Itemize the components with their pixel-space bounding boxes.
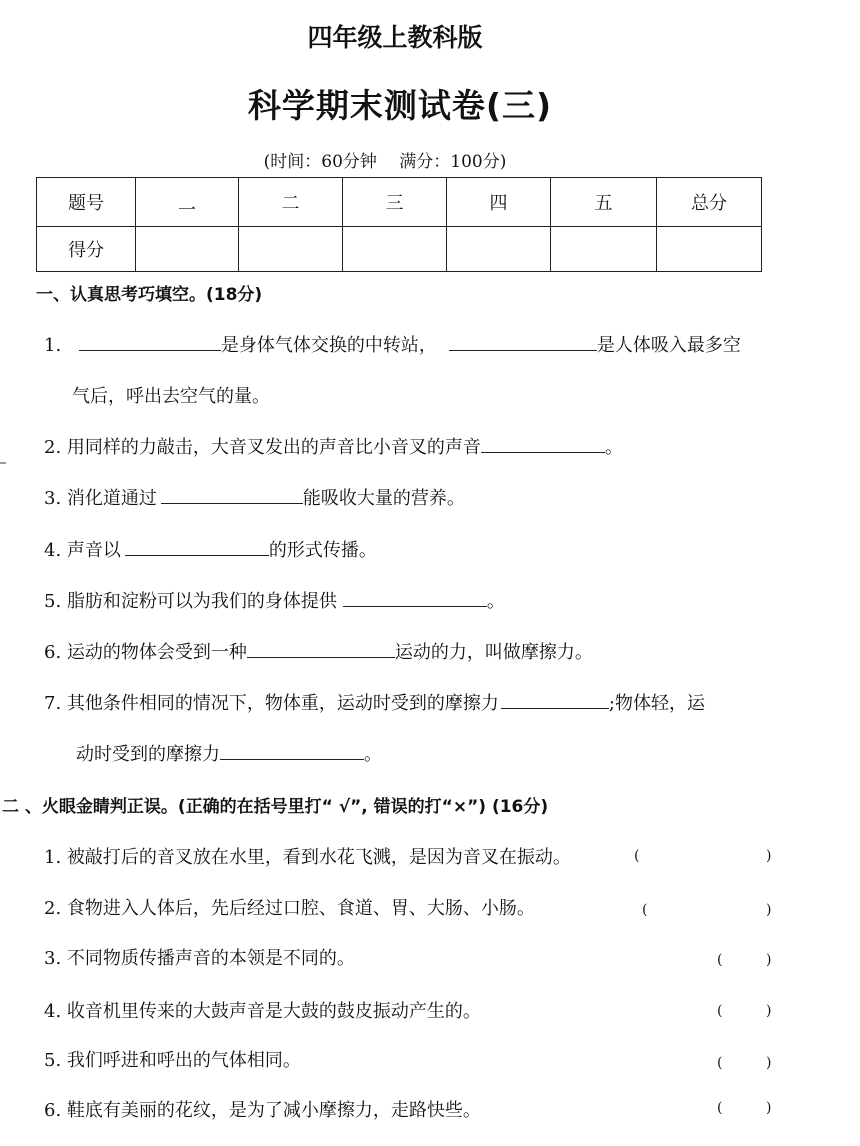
item-number: 1. [44,847,62,868]
item-text: 我们呼进和呼出的气体相同。 [66,1050,301,1071]
item-text: 。 [364,744,382,765]
answer-blank[interactable] [79,332,221,351]
item-text: 消化道通过 [66,488,157,509]
score-entry-cell[interactable] [551,227,657,272]
answer-paren-open[interactable]: ( [634,848,640,864]
answer-paren-close[interactable]: ) [766,902,772,918]
answer-paren-open[interactable]: ( [717,952,723,968]
item-text: 脂肪和淀粉可以为我们的身体提供 [66,591,337,612]
answer-paren-close[interactable]: ) [766,1003,772,1019]
item-number: 1. [44,335,62,356]
item-text: 不同物质传播声音的本领是不同的。 [66,948,355,969]
judge-item-3 [44,944,355,970]
judge-item-5 [44,1046,301,1072]
score-table-cell: 五 [551,178,657,227]
judge-item-4 [44,997,481,1023]
item-text: 运动的物体会受到一种 [66,642,247,663]
item-text: 收音机里传来的大鼓声音是大鼓的鼓皮振动产生的。 [66,1001,481,1022]
item-text: 鞋底有美丽的花纹，是为了减小摩擦力，走路快些。 [66,1100,481,1121]
item-number: 3. [44,948,62,969]
judge-item-1 [44,843,571,869]
answer-blank[interactable] [220,741,364,760]
score-table-header-row [37,178,762,227]
answer-paren-open[interactable]: ( [642,902,648,918]
item-number: 6. [44,642,62,663]
edition-label: 四年级上教科版 [307,23,483,52]
judge-item-2 [44,894,535,920]
item-number: 2. [44,898,62,919]
answer-blank[interactable] [247,639,395,658]
item-text: 是身体气体交换的中转站， [220,335,437,356]
item-text: 是人体吸入最多空 [596,335,741,356]
fill-item-2 [44,433,623,459]
section2-heading: 二 、火眼金睛判正误。(正确的在括号里打“ √”, 错误的打“×”) (16分) [2,797,549,817]
fill-item-4 [44,536,377,562]
answer-paren-close[interactable]: ) [766,1100,772,1116]
answer-blank[interactable] [449,332,597,351]
score-entry-cell[interactable] [239,227,343,272]
item-number: 7. [44,693,62,714]
score-table-score-row [37,227,762,272]
fill-item-3 [44,484,465,510]
answer-paren-close[interactable]: ) [766,1055,772,1071]
section1-heading: 一、认真思考巧填空。(18分) [36,285,263,305]
fill-item-7 [44,689,705,715]
margin-mark [0,462,6,464]
answer-blank[interactable] [343,588,487,607]
answer-paren-open[interactable]: ( [717,1003,723,1019]
score-table-cell: 得分 [37,227,136,272]
judge-item-6 [44,1096,481,1122]
answer-paren-open[interactable]: ( [717,1100,723,1116]
item-text: 。 [604,437,623,458]
item-number: 5. [44,1050,62,1071]
fill-item-5 [44,587,505,613]
exam-info: (时间：60分钟 满分：100分) [263,152,507,172]
item-text: 能吸收大量的营养。 [302,488,465,509]
item-text: 运动的力，叫做摩擦力。 [394,642,593,663]
answer-blank[interactable] [501,690,609,709]
score-table-cell: 三 [343,178,447,227]
item-text: 。 [486,591,505,612]
score-entry-cell[interactable] [343,227,447,272]
score-entry-cell[interactable] [136,227,239,272]
score-entry-cell[interactable] [657,227,762,272]
item-number: 2. [44,437,62,458]
item-number: 6. [44,1100,62,1121]
score-entry-cell[interactable] [447,227,551,272]
score-table-cell: 四 [447,178,551,227]
item-number: 4. [44,1001,62,1022]
item-text: 的形式传播。 [268,540,377,561]
score-table-cell: 题号 [37,178,136,227]
item-text: 其他条件相同的情况下，物体重，运动时受到的摩擦力 [66,693,499,714]
fill-item-7-cont [76,740,382,766]
item-text: 食物进入人体后，先后经过口腔、食道、胃、大肠、小肠。 [66,898,535,919]
item-text: 被敲打后的音叉放在水里，看到水花飞溅，是因为音叉在振动。 [66,847,571,868]
item-number: 3. [44,488,62,509]
score-table-cell: 一 [136,178,239,227]
item-number: 4. [44,540,62,561]
page-title: 科学期末测试卷(三) [247,86,553,125]
answer-blank[interactable] [481,434,605,453]
answer-blank[interactable] [161,485,303,504]
fill-item-6 [44,638,593,664]
answer-blank[interactable] [125,537,269,556]
item-text: ;物体轻，运 [608,693,705,714]
score-table-cell: 总分 [657,178,762,227]
fill-item-1 [44,331,741,357]
answer-paren-open[interactable]: ( [717,1055,723,1071]
item-number: 5. [44,591,62,612]
fill-item-1-cont: 气后，呼出去空气的量。 [72,386,270,407]
answer-paren-close[interactable]: ) [766,848,772,864]
item-text: 声音以 [66,540,121,561]
item-text: 用同样的力敲击，大音叉发出的声音比小音叉的声音 [66,437,481,458]
item-text: 动时受到的摩擦力 [76,744,220,765]
score-table-cell: 二 [239,178,343,227]
answer-paren-close[interactable]: ) [766,952,772,968]
score-table [36,177,762,272]
